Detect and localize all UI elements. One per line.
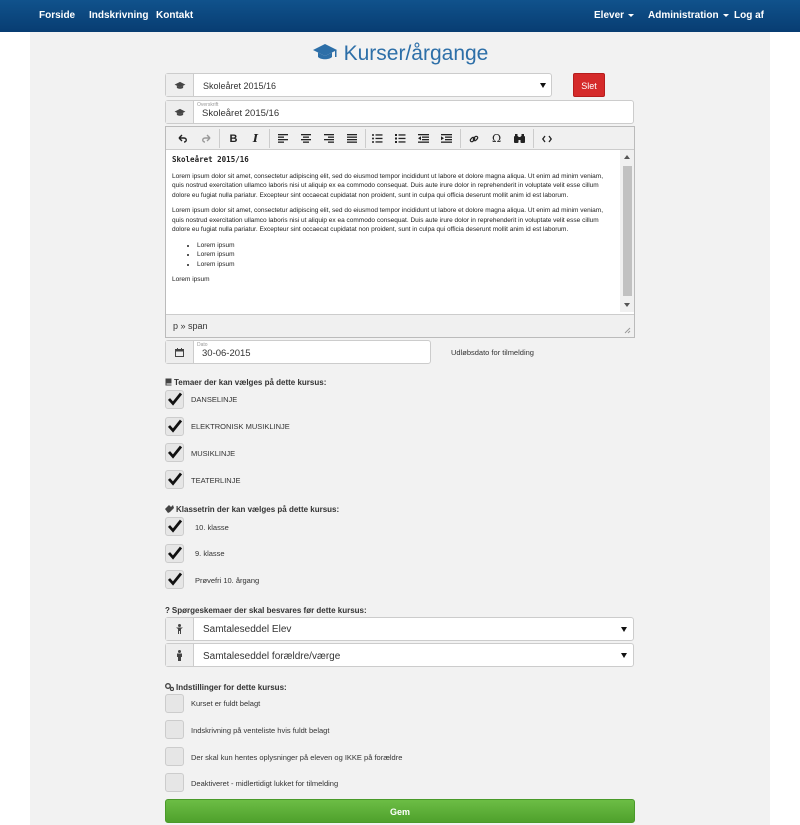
- editor-list-item: • Lorem ipsum: [197, 241, 615, 251]
- delete-button[interactable]: Slet: [573, 73, 605, 97]
- link-icon[interactable]: [463, 130, 484, 147]
- align-left-icon[interactable]: [272, 130, 293, 147]
- editor-scrollbar[interactable]: [620, 150, 634, 312]
- editor-paragraph: Lorem ipsum: [172, 276, 210, 283]
- grades-heading-text: Klassetrin der kan vælges på dette kursus:: [176, 505, 340, 514]
- align-justify-icon[interactable]: [341, 130, 362, 147]
- toolbar-separator: [460, 129, 461, 148]
- theme-label: MUSIKLINJE: [191, 449, 236, 458]
- checkmark-icon: [167, 545, 183, 561]
- checkbox-elektronisk-musiklinje[interactable]: [165, 417, 184, 436]
- person-icon: [176, 650, 183, 661]
- select-addon: [166, 74, 194, 96]
- checkbox-danselinje[interactable]: [165, 390, 184, 409]
- school-year-select[interactable]: [165, 73, 552, 97]
- themes-heading-text: Temaer der kan vælges på dette kursus:: [174, 378, 327, 387]
- date-addon: [166, 341, 194, 363]
- top-navbar: [0, 0, 800, 32]
- themes-section-heading: [165, 378, 326, 387]
- caret-down-icon: [628, 14, 634, 17]
- checkbox-10-klasse[interactable]: [165, 517, 184, 536]
- questionnaire-select-parents[interactable]: [165, 643, 634, 667]
- heading-field-label: Overskrift: [197, 102, 219, 108]
- setting-label: Kurset er fuldt belagt: [191, 699, 261, 708]
- checkbox-9-klasse[interactable]: [165, 544, 184, 563]
- checkbox-proevefri-10-aargang[interactable]: [165, 570, 184, 589]
- editor-paragraph: Lorem ipsum dolor sit amet, consectetur adipiscing elit, sed do eiusmod tempor incididunt ut labore et dolore magna aliqua. Ut enim ad minim veniam, quis nostrud exercitation ullamco laboris nisi ut aliquip ex ea commodo consequat. Duis aute irure dolor in reprehenderit in voluptate velit esse cillum dolore eu fugiat nulla pariatur. Excepteur sint occaecat cupidatat non proident, sunt in culpa qui officia deserunt mollit anim id est laborum.: [172, 172, 604, 199]
- bold-icon[interactable]: B: [229, 132, 238, 145]
- theme-label: TEATERLINJE: [191, 476, 241, 485]
- setting-label: Deaktiveret - midlertidigt lukket for tilmelding: [191, 779, 339, 788]
- questionnaires-section-heading: [165, 606, 367, 615]
- questionnaire-select-value: Samtaleseddel Elev: [203, 624, 292, 635]
- field-addon: [166, 101, 194, 123]
- nav-kontakt-link[interactable]: Kontakt: [156, 10, 194, 21]
- heading-field-value: Skoleåret 2015/16: [202, 108, 280, 119]
- checkbox-kun-elev-oplysninger[interactable]: [165, 747, 184, 766]
- editor-content-area[interactable]: [166, 150, 621, 312]
- select-addon: [166, 644, 194, 666]
- questionnaire-select-student[interactable]: [165, 617, 634, 641]
- align-right-icon[interactable]: [318, 130, 339, 147]
- checkbox-teaterlinje[interactable]: [165, 470, 184, 489]
- nav-administration-dropdown[interactable]: [648, 10, 729, 21]
- caret-down-icon: [723, 14, 729, 17]
- source-code-icon[interactable]: [536, 130, 557, 147]
- checkmark-icon: [167, 444, 183, 460]
- nav-logout-link[interactable]: Log af: [734, 10, 764, 21]
- checkmark-icon: [167, 471, 183, 487]
- checkbox-musiklinje[interactable]: [165, 443, 184, 462]
- calendar-icon: [175, 348, 184, 357]
- checkbox-venteliste[interactable]: [165, 720, 184, 739]
- special-character-icon[interactable]: Ω: [491, 132, 502, 145]
- book-icon: [165, 378, 172, 386]
- nav-elever-label: Elever: [594, 10, 625, 21]
- scroll-down-arrow-icon[interactable]: [624, 303, 630, 307]
- italic-icon[interactable]: I: [252, 132, 259, 145]
- settings-section-heading: [165, 683, 287, 692]
- toolbar-separator: [365, 129, 366, 148]
- toolbar-separator: [219, 129, 220, 148]
- page-title: [0, 42, 800, 68]
- grades-section-heading: [165, 505, 339, 514]
- expiry-date-hint: Udløbsdato for tilmelding: [451, 348, 534, 357]
- editor-element-path[interactable]: p » span: [173, 321, 208, 331]
- dropdown-arrow-icon: [621, 627, 627, 632]
- theme-label: ELEKTRONISK MUSIKLINJE: [191, 422, 290, 431]
- scrollbar-thumb[interactable]: [623, 166, 632, 296]
- binoculars-icon[interactable]: [509, 130, 530, 147]
- bullet-list-icon[interactable]: [367, 130, 388, 147]
- editor-toolbar: [166, 127, 634, 150]
- school-year-select-value: Skoleåret 2015/16: [203, 81, 277, 91]
- checkmark-icon: [167, 518, 183, 534]
- theme-label: DANSELINJE: [191, 395, 238, 404]
- checkbox-kurset-fuldt-belagt[interactable]: [165, 694, 184, 713]
- toolbar-separator: [269, 129, 270, 148]
- nav-administration-label: Administration: [648, 10, 719, 21]
- checkmark-icon: [167, 571, 183, 587]
- heading-field[interactable]: [165, 100, 634, 124]
- setting-label: Indskrivning på venteliste hvis fuldt belagt: [191, 726, 330, 735]
- editor-list-item: • Lorem ipsum: [197, 250, 615, 260]
- date-field-label: Dato: [197, 342, 208, 348]
- select-addon: [166, 618, 194, 640]
- scroll-up-arrow-icon[interactable]: [624, 155, 630, 159]
- redo-icon[interactable]: [195, 130, 216, 147]
- graduation-cap-icon: [312, 42, 338, 68]
- child-icon: [176, 624, 183, 634]
- puzzle-icon: [165, 505, 174, 513]
- rich-text-editor: [165, 126, 635, 338]
- settings-heading-text: Indstillinger for dette kursus:: [176, 683, 287, 692]
- checkmark-icon: [167, 418, 183, 434]
- checkmark-icon: [167, 391, 183, 407]
- graduation-cap-icon: [174, 81, 186, 90]
- outdent-icon[interactable]: [413, 130, 434, 147]
- gears-icon: [165, 683, 174, 691]
- graduation-cap-icon: [174, 108, 186, 117]
- questionnaires-heading-text: Spørgeskemaer der skal besvares før dette kursus:: [171, 606, 367, 615]
- nav-forside-link[interactable]: Forside: [39, 10, 76, 21]
- date-field-value: 30-06-2015: [202, 348, 251, 359]
- align-center-icon[interactable]: [295, 130, 316, 147]
- indent-icon[interactable]: [436, 130, 457, 147]
- toolbar-separator: [533, 129, 534, 148]
- questionnaire-select-value: Samtaleseddel forældre/værge: [203, 651, 341, 662]
- grade-label: 9. klasse: [195, 549, 225, 558]
- checkbox-deaktiveret[interactable]: [165, 773, 184, 792]
- nav-elever-dropdown[interactable]: [594, 10, 634, 21]
- editor-bullet-list: [197, 241, 615, 270]
- dropdown-arrow-icon: [621, 653, 627, 658]
- nav-indskrivning-link[interactable]: Indskrivning: [89, 10, 149, 21]
- grade-label: 10. klasse: [195, 523, 229, 532]
- expiry-date-field[interactable]: [165, 340, 431, 364]
- question-mark-icon: ?: [165, 606, 170, 615]
- page-title-text: Kurser/årgange: [343, 42, 489, 65]
- save-button[interactable]: Gem: [165, 799, 635, 823]
- editor-list-item: • Lorem ipsum: [197, 260, 615, 270]
- editor-statusbar: [166, 314, 634, 337]
- undo-icon[interactable]: [172, 130, 193, 147]
- resize-handle-icon[interactable]: [624, 327, 631, 334]
- numbered-list-icon[interactable]: [390, 130, 411, 147]
- setting-label: Der skal kun hentes oplysninger på eleven og IKKE på forældre: [191, 753, 403, 762]
- grade-label: Prøvefri 10. årgang: [195, 576, 260, 585]
- editor-paragraph: Lorem ipsum dolor sit amet, consectetur adipiscing elit, sed do eiusmod tempor incididunt ut labore et dolore magna aliqua. Ut enim ad minim veniam, quis nostrud exercitation ullamco laboris nisi ut aliquip ex ea commodo consequat. Duis aute irure dolor in reprehenderit in voluptate velit esse cillum dolore eu fugiat nulla pariatur. Excepteur sint occaecat cupidatat non proident, sunt in culpa qui officia deserunt mollit anim id est laborum.: [172, 207, 604, 233]
- dropdown-arrow-icon: [540, 83, 546, 88]
- editor-heading: Skoleåret 2015/16: [172, 155, 249, 164]
